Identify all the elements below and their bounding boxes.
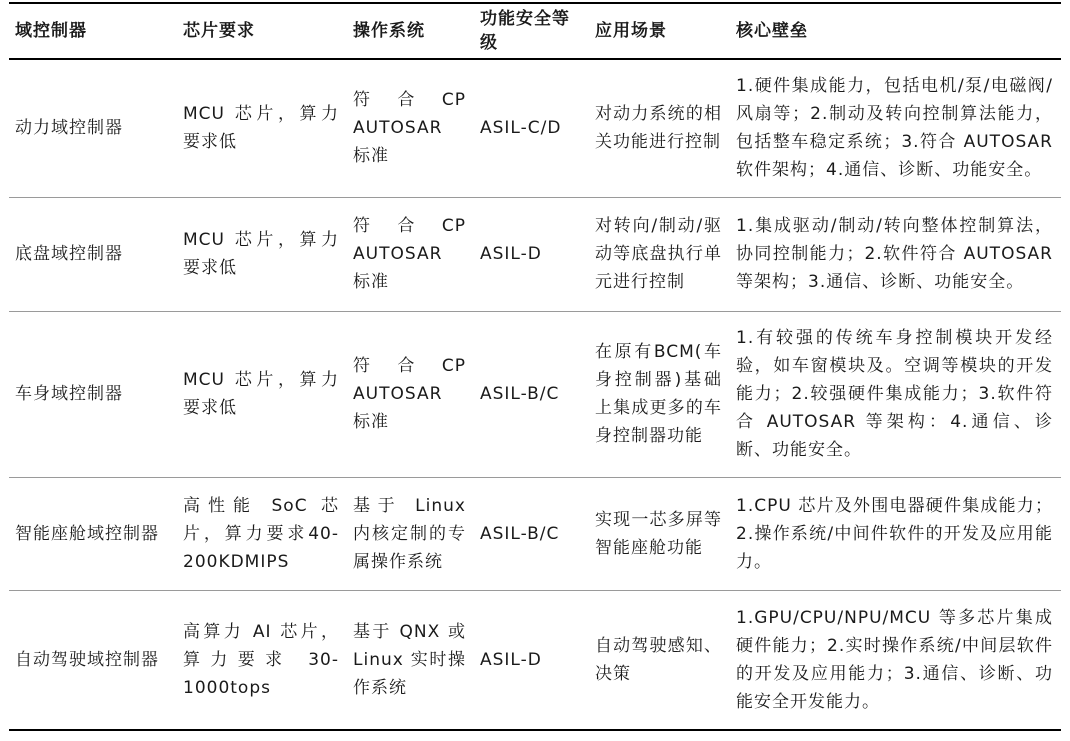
header-controller: 域控制器 (9, 3, 177, 59)
cell-scenario: 对转向/制动/驱动等底盘执行单元进行控制 (595, 216, 722, 292)
domain-controller-table-container (9, 2, 1061, 731)
table-row (9, 197, 1061, 311)
cell-asil: ASIL-B/C (480, 384, 560, 404)
cell-barrier: 1.CPU 芯片及外围电器硬件集成能力；2.操作系统/中间件软件的开发及应用能力。 (736, 495, 1053, 572)
cell-scenario: 对动力系统的相关功能进行控制 (595, 104, 722, 153)
table-row (9, 59, 1061, 197)
cell-os: 基于 QNX 或 Linux 实时操作系统 (353, 621, 466, 698)
cell-barrier: 1.GPU/CPU/NPU/MCU 等多芯片集成硬件能力；2.实时操作系统/中间层软件的开发及应用能力；3.通信、诊断、功能安全开发能力。 (736, 607, 1053, 712)
cell-scenario: 在原有BCM(车身控制器)基础上集成更多的车身控制器功能 (595, 342, 722, 446)
cell-os: 符 合 CP AUTOSAR 标准 (353, 90, 466, 167)
header-core-barrier: 核心壁垒 (730, 3, 1061, 59)
cell-controller: 智能座舱域控制器 (15, 523, 159, 544)
cell-controller: 车身域控制器 (15, 384, 123, 404)
cell-barrier: 1.硬件集成能力，包括电机/泵/电磁阀/风扇等；2.制动及转向控制算法能力，包括整车稳定系统；3.符合 AUTOSAR 软件架构；4.通信、诊断、功能安全。 (736, 76, 1053, 181)
header-chip-requirement: 芯片要求 (177, 3, 347, 59)
header-application-scenario: 应用场景 (589, 3, 730, 59)
cell-controller: 底盘域控制器 (15, 244, 123, 264)
header-operating-system: 操作系统 (347, 3, 474, 59)
cell-chip: MCU 芯片，算力要求低 (183, 370, 339, 418)
cell-asil: ASIL-B/C (480, 523, 560, 544)
cell-controller: 动力域控制器 (15, 118, 123, 139)
cell-os: 符 合 CP AUTOSAR 标准 (353, 356, 466, 432)
cell-barrier: 1.集成驱动/制动/转向整体控制算法，协同控制能力；2.软件符合 AUTOSAR 等架构；3.通信、诊断、功能安全。 (736, 216, 1053, 292)
cell-barrier: 1.有较强的传统车身控制模块开发经验，如车窗模块及。空调等模块的开发能力；2.较强硬件集成能力；3.软件符合 AUTOSAR 等架构：4.通信、诊断、功能安全。 (736, 328, 1053, 460)
cell-asil: ASIL-D (480, 244, 542, 264)
cell-chip: MCU 芯片，算力要求低 (183, 230, 339, 278)
cell-chip: 高性能 SoC 芯片，算力要求40-200KDMIPS (183, 495, 339, 572)
table-body (9, 59, 1061, 730)
table-row (9, 590, 1061, 730)
cell-chip: MCU 芯片，算力要求低 (183, 104, 339, 153)
cell-os: 符 合 CP AUTOSAR 标准 (353, 216, 466, 292)
table-row (9, 477, 1061, 590)
table-row (9, 311, 1061, 477)
cell-os: 基于 Linux 内核定制的专属操作系统 (353, 495, 466, 572)
cell-scenario: 实现一芯多屏等智能座舱功能 (595, 509, 722, 558)
cell-asil: ASIL-D (480, 649, 542, 670)
cell-chip: 高算力 AI 芯片，算力要求 30-1000tops (183, 621, 339, 698)
header-safety-level: 功能安全等级 (474, 3, 589, 59)
domain-controller-table (9, 2, 1061, 731)
cell-scenario: 自动驾驶感知、决策 (595, 635, 722, 684)
cell-controller: 自动驾驶域控制器 (15, 649, 159, 670)
header-row (9, 3, 1061, 59)
table-header (9, 3, 1061, 59)
cell-asil: ASIL-C/D (480, 118, 562, 139)
